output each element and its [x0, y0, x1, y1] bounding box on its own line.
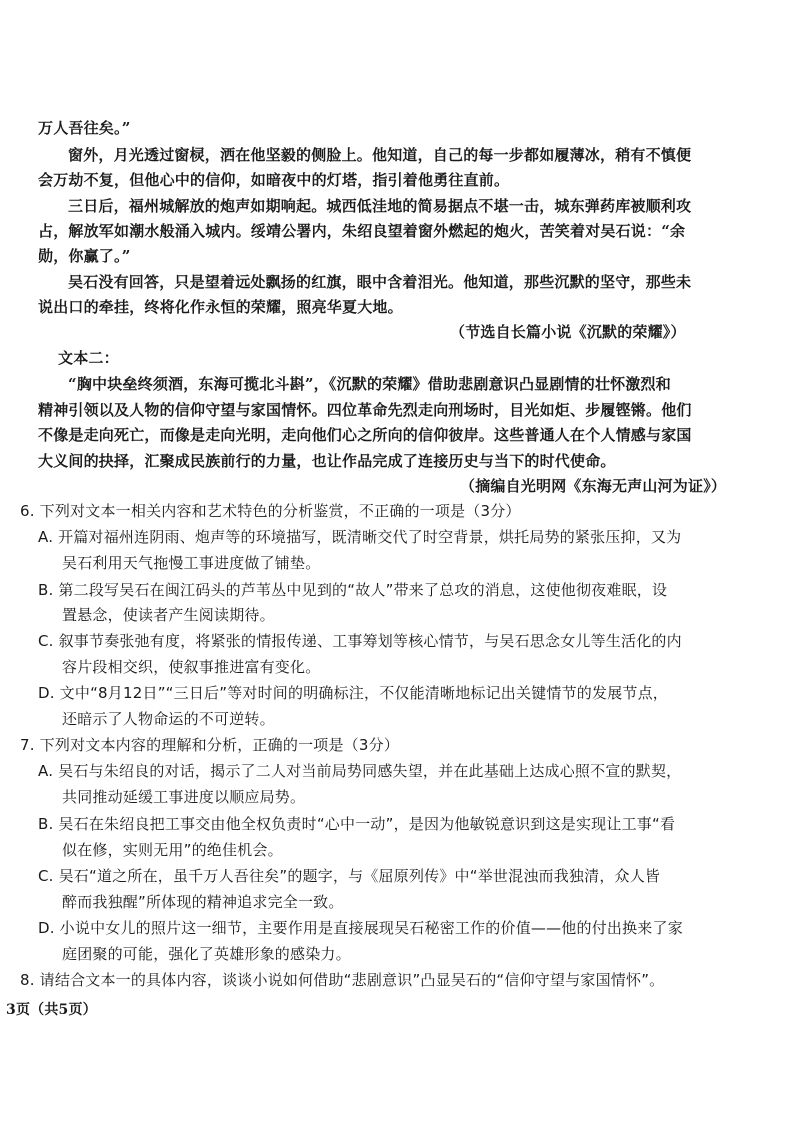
question-6-option-b-cont: 置悬念，使读者产生阅读期待。	[62, 606, 275, 624]
question-7-option-c: C. 吴石“道之所在，虽千万人吾往矣”的题字，与《屈原列传》中“举世混浊而我独清，众人皆	[38, 867, 661, 885]
question-7-stem: 7. 下列对文本内容的理解和分析，正确的一项是（3分）	[20, 736, 400, 754]
question-7-option-d-cont: 庭团聚的可能，强化了英雄形象的感染力。	[62, 945, 351, 963]
text-two-source: （摘编自光明网《东海无声山河为证》）	[460, 477, 727, 495]
question-6-option-a-cont: 吴石利用天气拖慢工事进度做了铺垫。	[62, 554, 321, 572]
question-6-option-a: A. 开篇对福州连阴雨、炮声等的环境描写，既清晰交代了时空背景，烘托局势的紧张压抑，又为	[38, 528, 682, 546]
novel-line: 说出口的牵挂，终将化作永恒的荣耀，照亮华夏大地。	[38, 298, 403, 316]
question-7-option-c-cont: 醉而我独醒”所体现的精神追求完全一致。	[62, 893, 344, 911]
question-7-option-b-cont: 似在修，实则无用”的绝佳机会。	[62, 841, 283, 859]
text-two-line: “胸中块垒终须酒，东海可揽北斗斟”，《沉默的荣耀》借助悲剧意识凸显剧情的壮怀激烈和	[68, 375, 671, 393]
novel-line: 三日后，福州城解放的炮声如期响起。城西低洼地的简易据点不堪一击，城东弹药库被顺利攻	[68, 197, 692, 215]
novel-source: （节选自长篇小说《沉默的荣耀》）	[450, 323, 686, 341]
novel-line: 窗外，月光透过窗棂，洒在他坚毅的侧脸上。他知道，自己的每一步都如履薄冰，稍有不慎便	[68, 146, 692, 164]
question-6-option-c: C. 叙事节奏张弛有度，将紧张的情报传递、工事筹划等核心情节，与吴石思念女儿等生活化的内	[38, 632, 682, 650]
question-7-option-d: D. 小说中女儿的照片这一细节，主要作用是直接展现吴石秘密工作的价值——他的付出换来了家	[38, 919, 683, 937]
question-7-option-a-cont: 共同推动延缓工事进度以顺应局势。	[62, 788, 306, 806]
question-6-option-d: D. 文中“8月12日”“三日后”等对时间的明确标注，不仅能清晰地标记出关键情节的发展节点，	[38, 684, 669, 702]
text-two-heading: 文本二：	[58, 349, 119, 367]
question-6-option-d-cont: 还暗示了人物命运的不可逆转。	[62, 710, 275, 728]
question-8-stem: 8. 请结合文本一的具体内容，谈谈小说如何借助“悲剧意识”凸显吴石的“信仰守望与家国情怀”。	[20, 971, 665, 989]
page-footer: 3页（共5页）	[6, 1002, 97, 1018]
novel-line: 占，解放军如潮水般涌入城内。绥靖公署内，朱绍良望着窗外燃起的炮火，苦笑着对吴石说：“余	[38, 222, 686, 240]
question-6-option-c-cont: 容片段相交织，使叙事推进富有变化。	[62, 658, 321, 676]
question-6-stem: 6. 下列对文本一相关内容和艺术特色的分析鉴赏，不正确的一项是（3分）	[20, 502, 521, 520]
novel-line: 吴石没有回答，只是望着远处飘扬的红旗，眼中含着泪光。他知道，那些沉默的坚守，那些未	[68, 273, 692, 291]
novel-line: 万人吾往矣。”	[38, 119, 131, 137]
novel-line: 勋，你赢了。”	[38, 247, 131, 265]
text-two-line: 精神引领以及人物的信仰守望与家国情怀。四位革命先烈走向刑场时，目光如炬、步履铿锵。他们	[38, 401, 692, 419]
text-two-line: 不像是走向死亡，而像是走向光明，走向他们心之所向的信仰彼岸。这些普通人在个人情感与家国	[38, 426, 692, 444]
question-6-option-b: B. 第二段写吴石在闽江码头的芦苇丛中见到的“故人”带来了总攻的消息，这使他彻夜难眠，设	[38, 581, 668, 599]
question-7-option-a: A. 吴石与朱绍良的对话，揭示了二人对当前局势同感失望，并在此基础上达成心照不宣的默契，	[38, 762, 682, 780]
text-two-line: 大义间的抉择，汇聚成民族前行的力量，也让作品完成了连接历史与当下的时代使命。	[38, 452, 616, 470]
novel-line: 会万劫不复，但他心中的信仰，如暗夜中的灯塔，指引着他勇往直前。	[38, 171, 510, 189]
question-7-option-b: B. 吴石在朱绍良把工事交由他全权负责时“心中一动”，是因为他敏锐意识到这是实现让工事“看	[38, 815, 676, 833]
